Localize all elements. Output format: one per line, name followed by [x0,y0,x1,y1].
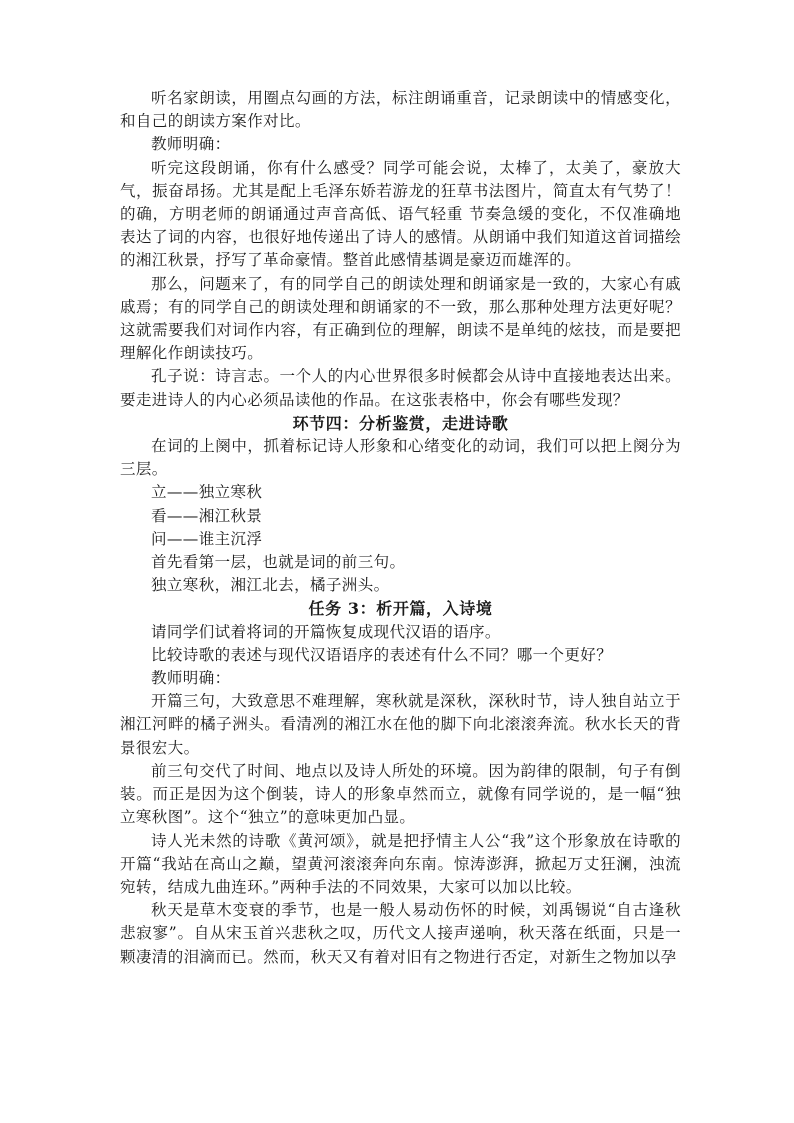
paragraph-inversion: 前三句交代了时间、地点以及诗人所处的环境。因为韵律的限制，句子有倒装。而正是因为这个倒装，诗人的形象卓然而立，就像有同学说的，是一幅“独立寒秋图”。这个“独立”的意味更加凸显。 [120,761,681,827]
list-item-stand: 立——独立寒秋 [151,483,263,502]
paragraph-teacher-clarify-2: 教师明确： [151,669,231,688]
paragraph-compare: 比较诗歌的表述与现代汉语语序的表述有什么不同？哪一个更好？ [151,645,613,664]
paragraph-confucius: 孔子说：诗言志。一个人的内心世界很多时候都会从诗中直接地表达出来。要走进诗人的内心必须品读他的作品。在这张表格中，你会有哪些发现？ [120,367,681,409]
paragraph-teacher-clarify-1: 教师明确： [151,135,231,154]
poem-line: 独立寒秋，湘江北去，橘子洲头。 [151,576,390,595]
list-item-look: 看——湘江秋景 [151,506,263,525]
paragraph-opening: 开篇三句，大致意思不难理解，寒秋就是深秋，深秋时节，诗人独自站立于湘江河畔的橘子洲头。看清冽的湘江水在他的脚下向北滚滚奔流。秋水长天的背景很宏大。 [120,692,681,757]
section-heading-4: 环节四：分析鉴赏，走进诗歌 [292,413,509,433]
paragraph-restore-order: 请同学们试着将词的开篇恢复成现代汉语的语序。 [151,622,501,641]
paragraph-autumn: 秋天是草木变衰的季节，也是一般人易动伤怀的时候，刘禹锡说“自古逢秋悲寂寥”。自从宋玉首兴悲秋之叹，历代文人接声递响，秋天落在纸面，只是一颗凄清的泪滴而已。然而，秋天又有着对旧有之物进行否定，对新生之物加以孕 [120,901,681,966]
paragraph-yellow-river: 诗人光未然的诗歌《黄河颂》，就是把抒情主人公“我”这个形象放在诗歌的开篇“我站在高山之巅，望黄河滚滚奔向东南。惊涛澎湃，掀起万丈狂澜，浊流宛转，结成九曲连环。”两种手法的不同效果，大家可以加以比较。 [120,831,681,896]
paragraph-first-layer: 首先看第一层，也就是词的前三句。 [151,553,406,572]
paragraph-feelings: 听完这段朗诵，你有什么感受？同学可能会说，太棒了，太美了，豪放大气，振奋昂扬。尤其是配上毛泽东娇若游龙的狂草书法图片，简直太有气势了！的确，方明老师的朗诵通过声音高低、语气轻重 节奏急缓的变化，不仅准确地表达了词的内容，也很好地传递出了诗人的感情。从朗诵中我们知道这首词描绘的湘江秋景，抒写了革命豪情。整首此感情基调是豪迈而雄浑的。 [120,158,681,270]
paragraph-listen: 听名家朗读，用圈点勾画的方法，标注朗诵重音，记录朗读中的情感变化，和自己的朗读方案作对比。 [120,89,681,131]
task-heading-3: 任务 3：析开篇，入诗境 [308,599,493,619]
paragraph-question: 那么，问题来了，有的同学自己的朗读处理和朗诵家是一致的，大家心有戚戚焉；有的同学自己的朗读处理和朗诵家的不一致，那么那种处理方法更好呢？这就需要我们对词作内容，有正确到位的理解，朗读不是单纯的炫技，而是要把理解化作朗读技巧。 [120,274,681,363]
paragraph-three-layers: 在词的上阕中，抓着标记诗人形象和心绪变化的动词，我们可以把上阕分为三层。 [120,437,681,479]
list-item-ask: 问——谁主沉浮 [151,529,263,548]
